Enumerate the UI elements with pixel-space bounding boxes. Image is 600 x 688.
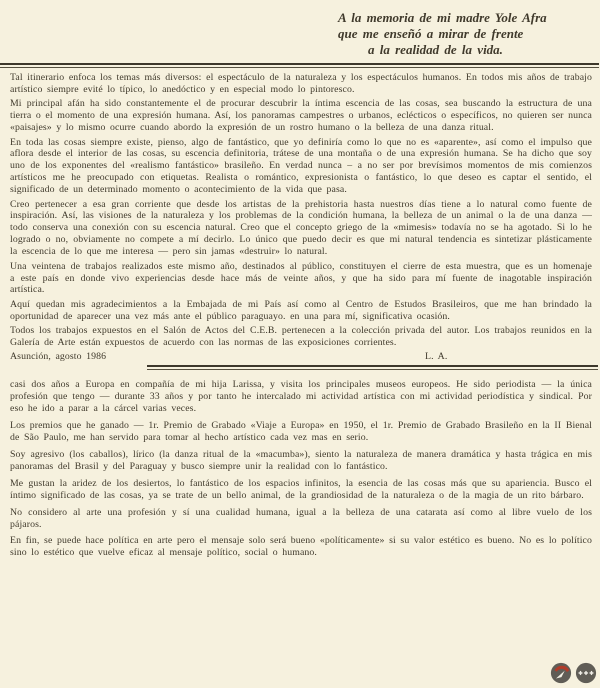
paragraph: No considero al arte una profesión y sí una cualidad humana, igual a la belleza de una catarata así como al libre vuelo de los pájaros.	[10, 506, 592, 530]
paragraph: Soy agresivo (los caballos), lírico (la danza ritual de la «macumba»), siento la naturaleza de manera dramática y hasta trágica en mis panoramas del Brasil y del Paraguay y busco siempre unir la realidad con lo fantástico.	[10, 448, 592, 472]
dedication	[338, 10, 592, 58]
paragraph: Me gustan la aridez de los desiertos, lo fantástico de los espacios infinitos, la esencia de las cosas más que su apariencia. Busco el íntimo significado de las cosas, ya se trate de un bello animal, de la grandiosidad de la naturaleza o de la magia de un rito bárbaro.	[10, 477, 592, 501]
paragraph: Mi principal afán ha sido constantemente el de procurar descubrir la íntima escencia de las cosas, sea buscando la estructura de una tierra o el momento de una expresión humana. Así, los panoramas campestres o urbanos, eclécticos o específicos, no quieren ser nunca «paisajes» y lo mismo ocurre cuando abordo la expresión de un rostro humano o la belleza de una danza ritual.	[10, 98, 592, 134]
paragraph: Todos los trabajos expuestos en el Salón de Actos del C.E.B. pertenecen a la colección privada del autor. Los trabajos reunidos en la Galería de Arte están expuestos de acuerdo con las normas de las exposiciones corrientes.	[10, 325, 592, 349]
dedication-line: a la realidad de la vida.	[368, 42, 503, 57]
more-options-icon	[575, 662, 597, 684]
compass-button[interactable]	[550, 662, 572, 684]
paragraph: casi dos años a Europa en compañía de mi hija Larissa, y visita los principales museos europeos. He sido periodista — la única profesión que tengo — durante 33 años y por tanto he intercalado mi actividad artística con mi actividad periodística y sindical. Por eso he ido a parar a la cárcel varias veces.	[10, 379, 592, 415]
compass-icon	[550, 662, 572, 684]
dedication-line: que me enseñó a mirar de frente	[338, 26, 524, 41]
viewer-overlay	[550, 662, 597, 684]
paragraph: Tal itinerario enfoca los temas más diversos: el espectáculo de la naturaleza y los espectáculos humanos. En todos mis años de trabajo artístico siempre evité lo típico, lo anedóctico y en especial modo lo pintoresco.	[10, 72, 592, 95]
paragraph: Los premios que he ganado — 1r. Premio de Grabado «Viaje a Europa» en 1950, el 1r. Premio de Grabado Brasileño en la II Bienal de São Paulo, me han servido para tomar al hecho artístico cada vez mas en serio.	[10, 420, 592, 444]
signature-line	[10, 351, 592, 363]
paragraph: Creo pertenecer a esa gran corriente que desde los artistas de la prehistoria hasta nuestros días tiene a lo natural como fuente de inspiración. Así, las visiones de la naturaleza y los problemas de la condición humana, la belleza de un animal o la de una danza — todo conserva una conexión con su escencia natural. Creo que el concepto griego de la «mimesis» todavía no se ha agotado. Si lo he logrado o no, obviamente no compete a mí decirlo. Lo único que puedo decir es que mi natural tendencia es sintetizar plásticamente la escencia de lo que me interesa — pero sin jamas «destruir» lo natural.	[10, 198, 592, 258]
statement-section	[0, 68, 600, 363]
author-initials: L. A.	[425, 351, 448, 363]
paragraph: Aquí quedan mis agradecimientos a la Embajada de mi País así como al Centro de Estudos Brasileiros, que me han brindado la oportunidad de aparecer una vez más ante el público paraguayo. en una para mí, significativa ocasión.	[10, 298, 592, 322]
dedication-line: A la memoria de mi madre Yole Afra	[338, 10, 547, 25]
more-options-button[interactable]	[575, 662, 597, 684]
paragraph: En toda las cosas siempre existe, pienso, algo de fantástico, que yo definiría como lo que no es «aparente», así como el impulso que aflora desde el interior de las cosas, su escencia definitoria, trátese de una montaña o de una expresión humana. Se ha dicho que soy uno de los exponentes del «realismo fantástico» brasileño. En verdad nunca – a no ser por brevísimos momentos de mis comienzos artísticos me he preocupado con etiquetas. Realista o romántico, expresionista o fantástico, lo que deseo es captar el sentido, el significado de un determinado momento o acontecimiento de la vida que pasa.	[10, 136, 592, 196]
paragraph: En fin, se puede hace política en arte pero el mensaje solo será bueno «políticamente» si su valor estético es bueno. No es lo político sino lo estético que vuelve eficaz al mensaje político, social o humano.	[10, 535, 592, 559]
continuation-section	[0, 370, 600, 559]
paragraph: Una veintena de trabajos realizados este mismo año, destinados al público, constituyen el cierre de esta muestra, que es un homenaje a este país en donde vivo experiencias desde hace más de veinte años, y que ha sido para mí fuente de inagotable inspiración artística.	[10, 260, 592, 296]
place-date: Asunción, agosto 1986	[10, 351, 107, 363]
